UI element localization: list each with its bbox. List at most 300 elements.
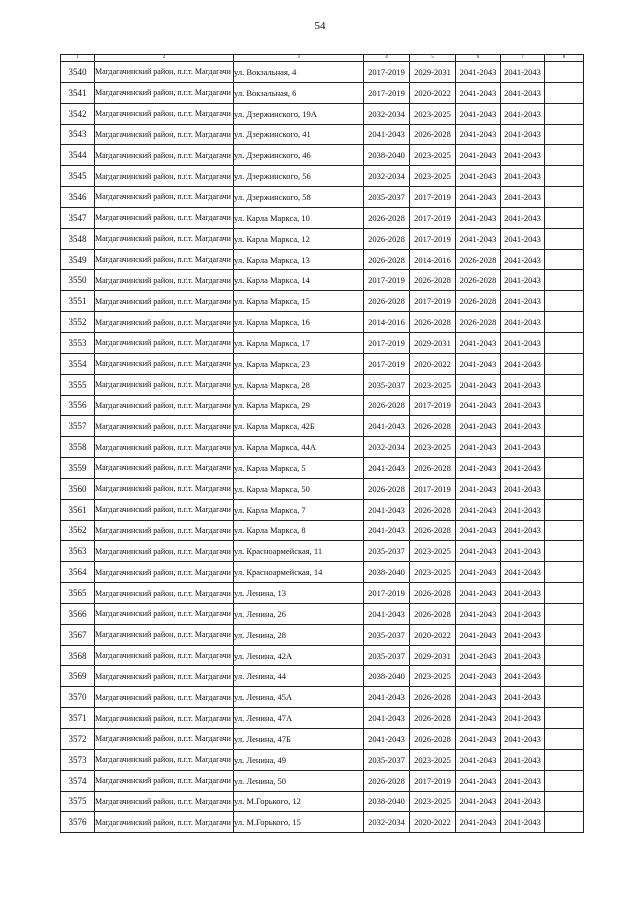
col8-cell [545,124,584,145]
row-number-cell: 3566 [61,603,95,624]
col8-cell [545,145,584,166]
period-col5-cell: 2017-2019 [410,228,456,249]
address-cell: ул. Карла Маркса, 16 [234,312,364,333]
address-cell: ул. Карла Маркса, 15 [234,291,364,312]
period-col4-cell: 2035-2037 [364,645,410,666]
period-col5-cell: 2023-2025 [410,103,456,124]
row-number-cell: 3540 [61,62,95,83]
col8-cell [545,228,584,249]
period-col4-cell: 2026-2028 [364,207,410,228]
district-cell: Магдагачинский район, п.г.т. Магдагачи [95,666,234,687]
row-number-cell: 3553 [61,332,95,353]
period-col5-cell: 2017-2019 [410,187,456,208]
row-number-cell: 3558 [61,437,95,458]
col8-cell [545,770,584,791]
col8-cell [545,62,584,83]
period-col4-cell: 2014-2016 [364,312,410,333]
table-row [61,770,584,791]
period-col7-cell: 2041-2043 [501,749,545,770]
column-header: 1 [61,55,95,62]
col8-cell [545,395,584,416]
period-col6-cell: 2026-2028 [456,312,501,333]
row-number-cell: 3563 [61,541,95,562]
table-row [61,478,584,499]
period-col6-cell: 2041-2043 [456,458,501,479]
period-col5-cell: 2023-2025 [410,166,456,187]
row-number-cell: 3571 [61,708,95,729]
row-number-cell: 3559 [61,458,95,479]
period-col6-cell: 2041-2043 [456,353,501,374]
col8-cell [545,541,584,562]
address-cell: ул. Вокзальная, 4 [234,62,364,83]
period-col5-cell: 2026-2028 [410,520,456,541]
district-cell: Магдагачинский район, п.г.т. Магдагачи [95,749,234,770]
col8-cell [545,187,584,208]
period-col6-cell: 2041-2043 [456,624,501,645]
period-col6-cell: 2041-2043 [456,687,501,708]
district-cell: Магдагачинский район, п.г.т. Магдагачи [95,103,234,124]
address-cell: ул. Карла Маркса, 29 [234,395,364,416]
district-cell: Магдагачинский район, п.г.т. Магдагачи [95,332,234,353]
period-col5-cell: 2026-2028 [410,603,456,624]
period-col6-cell: 2041-2043 [456,103,501,124]
col8-cell [545,166,584,187]
period-col5-cell: 2017-2019 [410,395,456,416]
period-col7-cell: 2041-2043 [501,687,545,708]
row-number-cell: 3567 [61,624,95,645]
page-number: 54 [314,20,326,32]
table-row [61,499,584,520]
period-col7-cell: 2041-2043 [501,332,545,353]
col8-cell [545,291,584,312]
district-cell: Магдагачинский район, п.г.т. Магдагачи [95,478,234,499]
period-col7-cell: 2041-2043 [501,103,545,124]
period-col6-cell: 2041-2043 [456,145,501,166]
address-cell: ул. Дзержинского, 41 [234,124,364,145]
period-col6-cell: 2041-2043 [456,708,501,729]
period-col7-cell: 2041-2043 [501,312,545,333]
period-col7-cell: 2041-2043 [501,124,545,145]
table-row [61,666,584,687]
period-col6-cell: 2041-2043 [456,207,501,228]
period-col4-cell: 2038-2040 [364,145,410,166]
row-number-cell: 3544 [61,145,95,166]
period-col6-cell: 2041-2043 [456,541,501,562]
period-col7-cell: 2041-2043 [501,82,545,103]
period-col4-cell: 2041-2043 [364,729,410,750]
period-col6-cell: 2041-2043 [456,749,501,770]
period-col5-cell: 2029-2031 [410,332,456,353]
district-cell: Магдагачинский район, п.г.т. Магдагачи [95,166,234,187]
row-number-cell: 3574 [61,770,95,791]
address-cell: ул. Красноармейская, 11 [234,541,364,562]
period-col4-cell: 2017-2019 [364,82,410,103]
period-col4-cell: 2041-2043 [364,687,410,708]
address-cell: ул. Ленина, 45А [234,687,364,708]
col8-cell [545,103,584,124]
district-cell: Магдагачинский район, п.г.т. Магдагачи [95,645,234,666]
col8-cell [545,332,584,353]
period-col6-cell: 2041-2043 [456,332,501,353]
period-col4-cell: 2035-2037 [364,624,410,645]
column-header: 6 [456,55,501,62]
period-col7-cell: 2041-2043 [501,145,545,166]
period-col4-cell: 2041-2043 [364,603,410,624]
period-col6-cell: 2041-2043 [456,520,501,541]
row-number-cell: 3548 [61,228,95,249]
period-col7-cell: 2041-2043 [501,603,545,624]
period-col5-cell: 2017-2019 [410,291,456,312]
period-col4-cell: 2035-2037 [364,374,410,395]
period-col5-cell: 2023-2025 [410,541,456,562]
table-row [61,541,584,562]
address-cell: ул. Ленина, 26 [234,603,364,624]
table-row [61,729,584,750]
period-col4-cell: 2017-2019 [364,583,410,604]
row-number-cell: 3557 [61,416,95,437]
district-cell: Магдагачинский район, п.г.т. Магдагачи [95,228,234,249]
period-col4-cell: 2038-2040 [364,666,410,687]
period-col6-cell: 2041-2043 [456,603,501,624]
table-row [61,603,584,624]
row-number-cell: 3550 [61,270,95,291]
col8-cell [545,312,584,333]
table-row [61,187,584,208]
row-number-cell: 3560 [61,478,95,499]
row-number-cell: 3542 [61,103,95,124]
period-col5-cell: 2026-2028 [410,416,456,437]
period-col6-cell: 2041-2043 [456,562,501,583]
col8-cell [545,729,584,750]
period-col5-cell: 2026-2028 [410,687,456,708]
period-col7-cell: 2041-2043 [501,624,545,645]
period-col6-cell: 2041-2043 [456,187,501,208]
period-col6-cell: 2026-2028 [456,249,501,270]
period-col4-cell: 2017-2019 [364,62,410,83]
period-col4-cell: 2041-2043 [364,416,410,437]
table-row [61,624,584,645]
period-col7-cell: 2041-2043 [501,249,545,270]
housing-register-table [60,54,584,833]
row-number-cell: 3564 [61,562,95,583]
table-row [61,124,584,145]
period-col5-cell: 2017-2019 [410,478,456,499]
address-cell: ул. Ленина, 49 [234,749,364,770]
period-col6-cell: 2041-2043 [456,478,501,499]
col8-cell [545,583,584,604]
address-cell: ул. Карла Маркса, 23 [234,353,364,374]
column-header: 4 [364,55,410,62]
address-cell: ул. Карла Маркса, 10 [234,207,364,228]
district-cell: Магдагачинский район, п.г.т. Магдагачи [95,124,234,145]
district-cell: Магдагачинский район, п.г.т. Магдагачи [95,562,234,583]
period-col6-cell: 2041-2043 [456,666,501,687]
district-cell: Магдагачинский район, п.г.т. Магдагачи [95,812,234,833]
address-cell: ул. Ленина, 47Б [234,729,364,750]
table-row [61,249,584,270]
period-col4-cell: 2032-2034 [364,812,410,833]
col8-cell [545,749,584,770]
table-row [61,103,584,124]
period-col5-cell: 2014-2016 [410,249,456,270]
district-cell: Магдагачинский район, п.г.т. Магдагачи [95,187,234,208]
period-col7-cell: 2041-2043 [501,791,545,812]
table-row [61,687,584,708]
table-row [61,82,584,103]
address-cell: ул. Дзержинского, 46 [234,145,364,166]
period-col7-cell: 2041-2043 [501,228,545,249]
row-number-cell: 3561 [61,499,95,520]
table-row [61,332,584,353]
period-col5-cell: 2023-2025 [410,437,456,458]
col8-cell [545,645,584,666]
period-col5-cell: 2020-2022 [410,353,456,374]
period-col6-cell: 2041-2043 [456,62,501,83]
col8-cell [545,499,584,520]
table-row [61,708,584,729]
district-cell: Магдагачинский район, п.г.т. Магдагачи [95,770,234,791]
district-cell: Магдагачинский район, п.г.т. Магдагачи [95,583,234,604]
period-col5-cell: 2023-2025 [410,145,456,166]
period-col5-cell: 2017-2019 [410,770,456,791]
col8-cell [545,624,584,645]
period-col4-cell: 2038-2040 [364,791,410,812]
address-cell: ул. Ленина, 42А [234,645,364,666]
district-cell: Магдагачинский район, п.г.т. Магдагачи [95,458,234,479]
address-cell: ул. Красноармейская, 14 [234,562,364,583]
table-row [61,291,584,312]
table-row [61,166,584,187]
table-row [61,353,584,374]
table-row [61,228,584,249]
table-row [61,520,584,541]
district-cell: Магдагачинский район, п.г.т. Магдагачи [95,291,234,312]
district-cell: Магдагачинский район, п.г.т. Магдагачи [95,374,234,395]
col8-cell [545,812,584,833]
district-cell: Магдагачинский район, п.г.т. Магдагачи [95,270,234,291]
period-col5-cell: 2023-2025 [410,666,456,687]
period-col4-cell: 2038-2040 [364,562,410,583]
period-col7-cell: 2041-2043 [501,458,545,479]
col8-cell [545,708,584,729]
table-row [61,145,584,166]
period-col6-cell: 2041-2043 [456,395,501,416]
period-col6-cell: 2026-2028 [456,291,501,312]
col8-cell [545,458,584,479]
row-number-cell: 3565 [61,583,95,604]
period-col4-cell: 2041-2043 [364,520,410,541]
address-cell: ул. Карла Маркса, 42Б [234,416,364,437]
col8-cell [545,687,584,708]
row-number-cell: 3546 [61,187,95,208]
row-number-cell: 3543 [61,124,95,145]
period-col5-cell: 2020-2022 [410,624,456,645]
table-row [61,458,584,479]
table-row [61,416,584,437]
period-col5-cell: 2026-2028 [410,499,456,520]
row-number-cell: 3554 [61,353,95,374]
period-col5-cell: 2023-2025 [410,374,456,395]
table-row [61,270,584,291]
period-col7-cell: 2041-2043 [501,187,545,208]
row-number-cell: 3556 [61,395,95,416]
row-number-cell: 3549 [61,249,95,270]
period-col7-cell: 2041-2043 [501,520,545,541]
row-number-cell: 3555 [61,374,95,395]
column-number-row [61,55,584,62]
period-col7-cell: 2041-2043 [501,666,545,687]
table-row [61,749,584,770]
address-cell: ул. Карла Маркса, 7 [234,499,364,520]
period-col4-cell: 2035-2037 [364,749,410,770]
col8-cell [545,520,584,541]
address-cell: ул. Ленина, 28 [234,624,364,645]
period-col7-cell: 2041-2043 [501,207,545,228]
period-col5-cell: 2026-2028 [410,708,456,729]
row-number-cell: 3551 [61,291,95,312]
address-cell: ул. Ленина, 47А [234,708,364,729]
address-cell: ул. Карла Маркса, 44А [234,437,364,458]
district-cell: Магдагачинский район, п.г.т. Магдагачи [95,249,234,270]
period-col7-cell: 2041-2043 [501,499,545,520]
address-cell: ул. Дзержинского, 58 [234,187,364,208]
district-cell: Магдагачинский район, п.г.т. Магдагачи [95,520,234,541]
period-col4-cell: 2041-2043 [364,708,410,729]
row-number-cell: 3575 [61,791,95,812]
period-col6-cell: 2041-2043 [456,729,501,750]
district-cell: Магдагачинский район, п.г.т. Магдагачи [95,82,234,103]
period-col4-cell: 2026-2028 [364,228,410,249]
period-col7-cell: 2041-2043 [501,478,545,499]
period-col4-cell: 2032-2034 [364,103,410,124]
table-row [61,395,584,416]
row-number-cell: 3552 [61,312,95,333]
district-cell: Магдагачинский район, п.г.т. Магдагачи [95,687,234,708]
period-col6-cell: 2041-2043 [456,583,501,604]
period-col4-cell: 2017-2019 [364,353,410,374]
row-number-cell: 3569 [61,666,95,687]
period-col6-cell: 2041-2043 [456,645,501,666]
period-col6-cell: 2041-2043 [456,124,501,145]
district-cell: Магдагачинский район, п.г.т. Магдагачи [95,207,234,228]
period-col5-cell: 2026-2028 [410,312,456,333]
period-col4-cell: 2026-2028 [364,478,410,499]
column-header: 2 [95,55,234,62]
period-col5-cell: 2023-2025 [410,562,456,583]
period-col5-cell: 2026-2028 [410,458,456,479]
col8-cell [545,374,584,395]
table-row [61,583,584,604]
period-col4-cell: 2041-2043 [364,499,410,520]
district-cell: Магдагачинский район, п.г.т. Магдагачи [95,729,234,750]
period-col7-cell: 2041-2043 [501,62,545,83]
col8-cell [545,437,584,458]
period-col5-cell: 2023-2025 [410,791,456,812]
period-col6-cell: 2041-2043 [456,812,501,833]
period-col7-cell: 2041-2043 [501,291,545,312]
district-cell: Магдагачинский район, п.г.т. Магдагачи [95,437,234,458]
table-row [61,645,584,666]
table-row [61,562,584,583]
period-col7-cell: 2041-2043 [501,270,545,291]
period-col7-cell: 2041-2043 [501,437,545,458]
period-col7-cell: 2041-2043 [501,708,545,729]
period-col4-cell: 2017-2019 [364,332,410,353]
col8-cell [545,478,584,499]
address-cell: ул. Карла Маркса, 14 [234,270,364,291]
address-cell: ул. М.Горького, 12 [234,791,364,812]
period-col4-cell: 2032-2034 [364,166,410,187]
col8-cell [545,666,584,687]
row-number-cell: 3576 [61,812,95,833]
period-col4-cell: 2032-2034 [364,437,410,458]
col8-cell [545,207,584,228]
district-cell: Магдагачинский район, п.г.т. Магдагачи [95,624,234,645]
period-col4-cell: 2017-2019 [364,270,410,291]
row-number-cell: 3570 [61,687,95,708]
col8-cell [545,603,584,624]
col8-cell [545,353,584,374]
period-col7-cell: 2041-2043 [501,541,545,562]
period-col5-cell: 2020-2022 [410,82,456,103]
period-col6-cell: 2041-2043 [456,791,501,812]
col8-cell [545,562,584,583]
row-number-cell: 3572 [61,729,95,750]
period-col6-cell: 2041-2043 [456,499,501,520]
table-row [61,791,584,812]
col8-cell [545,270,584,291]
table-row [61,207,584,228]
period-col7-cell: 2041-2043 [501,416,545,437]
period-col7-cell: 2041-2043 [501,812,545,833]
period-col5-cell: 2029-2031 [410,62,456,83]
period-col4-cell: 2035-2037 [364,187,410,208]
district-cell: Магдагачинский район, п.г.т. Магдагачи [95,416,234,437]
address-cell: ул. Ленина, 13 [234,583,364,604]
period-col4-cell: 2026-2028 [364,249,410,270]
district-cell: Магдагачинский район, п.г.т. Магдагачи [95,353,234,374]
period-col7-cell: 2041-2043 [501,562,545,583]
address-cell: ул. Ленина, 44 [234,666,364,687]
column-header: 3 [234,55,364,62]
period-col6-cell: 2041-2043 [456,770,501,791]
period-col7-cell: 2041-2043 [501,166,545,187]
period-col5-cell: 2026-2028 [410,729,456,750]
period-col4-cell: 2026-2028 [364,770,410,791]
row-number-cell: 3573 [61,749,95,770]
period-col5-cell: 2026-2028 [410,124,456,145]
address-cell: ул. Карла Маркса, 13 [234,249,364,270]
table-row [61,374,584,395]
address-cell: ул. Дзержинского, 19А [234,103,364,124]
row-number-cell: 3545 [61,166,95,187]
district-cell: Магдагачинский район, п.г.т. Магдагачи [95,603,234,624]
row-number-cell: 3562 [61,520,95,541]
period-col6-cell: 2041-2043 [456,437,501,458]
period-col7-cell: 2041-2043 [501,583,545,604]
table-row [61,437,584,458]
period-col6-cell: 2041-2043 [456,374,501,395]
col8-cell [545,416,584,437]
district-cell: Магдагачинский район, п.г.т. Магдагачи [95,499,234,520]
district-cell: Магдагачинский район, п.г.т. Магдагачи [95,708,234,729]
district-cell: Магдагачинский район, п.г.т. Магдагачи [95,791,234,812]
row-number-cell: 3568 [61,645,95,666]
period-col7-cell: 2041-2043 [501,374,545,395]
address-cell: ул. Карла Маркса, 5 [234,458,364,479]
district-cell: Магдагачинский район, п.г.т. Магдагачи [95,395,234,416]
period-col6-cell: 2041-2043 [456,416,501,437]
